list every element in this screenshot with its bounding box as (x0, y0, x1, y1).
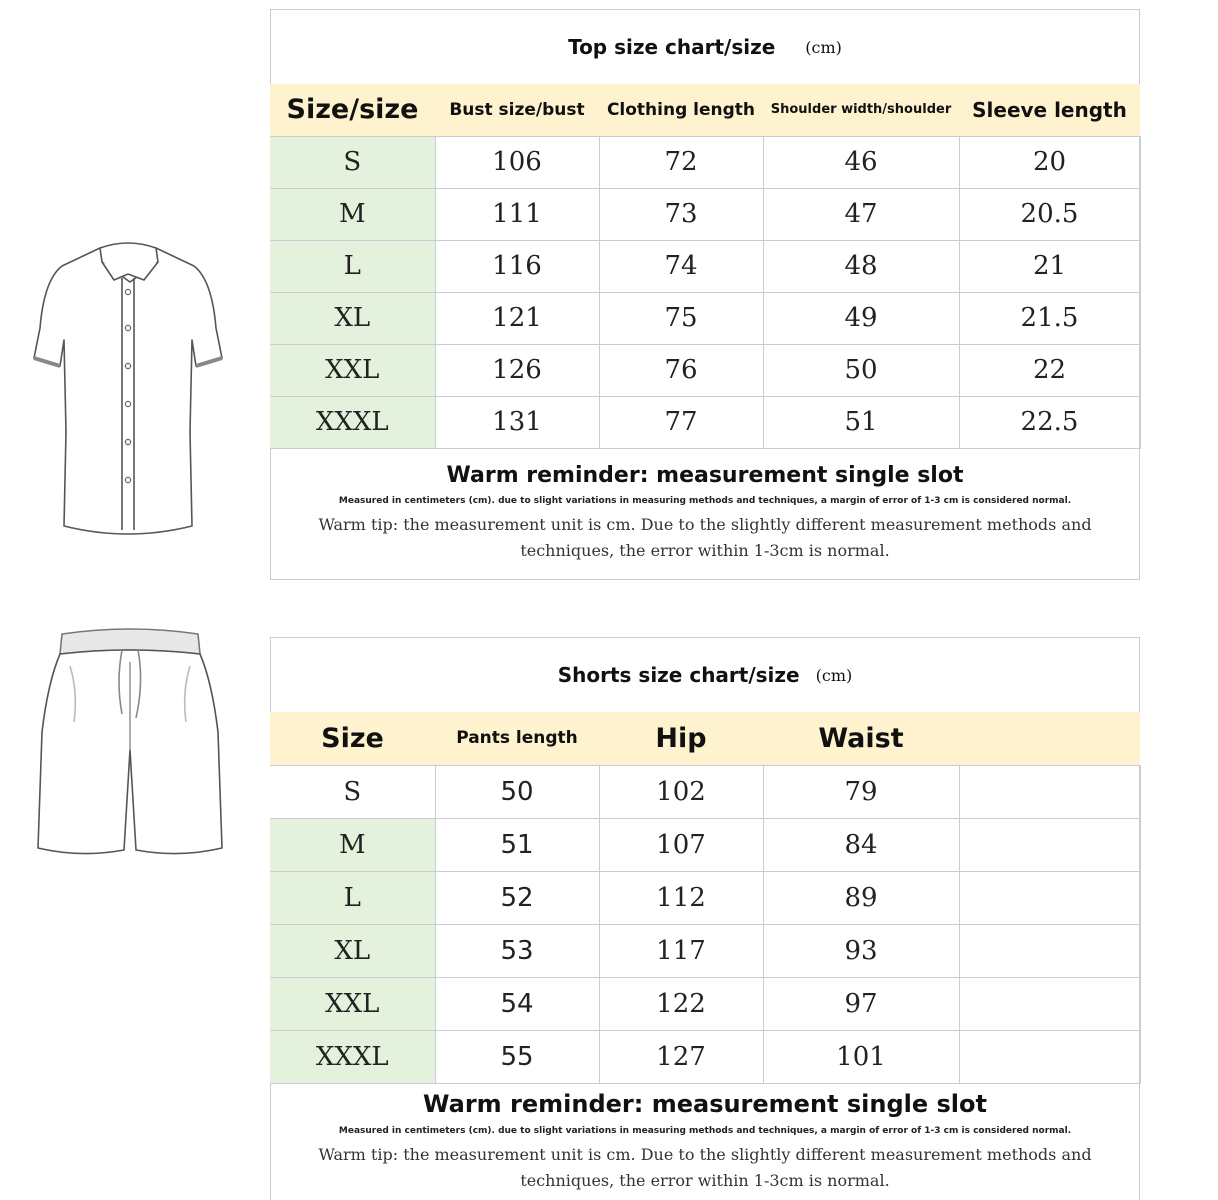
top-chart-title-row (271, 10, 1139, 84)
table-cell: 121 (435, 292, 599, 344)
table-header-row (270, 712, 1140, 765)
table-row (270, 136, 1140, 188)
table-cell: 112 (599, 871, 763, 924)
measurement-fine-print: Measured in centimeters (cm). due to slight variations in measuring methods and techniques, a margin of error of 1-3 cm is considered normal. (338, 1125, 1072, 1136)
table-cell: 97 (763, 977, 959, 1030)
table-row (270, 1030, 1140, 1083)
table-cell: 74 (599, 240, 763, 292)
table-cell: 20 (959, 136, 1140, 188)
column-header-pants-length: Pants length (435, 712, 599, 765)
table-cell (959, 924, 1140, 977)
table-cell: 73 (599, 188, 763, 240)
table-cell: 22 (959, 344, 1140, 396)
shorts-size-chart (270, 637, 1140, 1200)
column-header-empty (959, 712, 1140, 765)
size-cell: XL (270, 292, 435, 344)
table-cell: 89 (763, 871, 959, 924)
table-cell: 102 (599, 765, 763, 818)
warm-reminder-heading: Warm reminder: measurement single slot (446, 462, 964, 488)
top-chart-note (271, 449, 1139, 564)
table-cell: 122 (599, 977, 763, 1030)
table-cell: 107 (599, 818, 763, 871)
table-row (270, 818, 1140, 871)
measurement-fine-print: Measured in centimeters (cm). due to slight variations in measuring methods and techniques, a margin of error of 1-3 cm is considered normal. (338, 495, 1072, 506)
top-chart-title: Top size chart/size (568, 35, 776, 59)
table-header-row (270, 84, 1140, 136)
top-size-table (270, 84, 1141, 449)
table-cell: 77 (599, 396, 763, 448)
column-header-size: Size/size (270, 84, 435, 136)
table-cell: 51 (435, 818, 599, 871)
top-chart-unit: (cm) (805, 37, 842, 57)
table-cell: 76 (599, 344, 763, 396)
warm-tip-text: Warm tip: the measurement unit is cm. Due to the slightly different measurement methods and techniques, the error within 1-3cm is normal. (318, 1144, 1092, 1190)
table-cell (959, 977, 1140, 1030)
table-cell: 53 (435, 924, 599, 977)
column-header-size: Size (270, 712, 435, 765)
size-cell: S (270, 765, 435, 818)
size-cell: S (270, 136, 435, 188)
shorts-size-table (270, 712, 1141, 1084)
size-cell: XXL (270, 344, 435, 396)
table-row (270, 396, 1140, 448)
size-cell: XXXL (270, 1030, 435, 1083)
table-cell: 20.5 (959, 188, 1140, 240)
table-cell: 79 (763, 765, 959, 818)
table-cell: 101 (763, 1030, 959, 1083)
table-row (270, 292, 1140, 344)
table-cell: 54 (435, 977, 599, 1030)
table-row (270, 977, 1140, 1030)
table-cell: 93 (763, 924, 959, 977)
table-cell: 50 (435, 765, 599, 818)
table-cell (959, 1030, 1140, 1083)
table-row (270, 240, 1140, 292)
table-cell: 51 (763, 396, 959, 448)
top-size-chart (270, 9, 1140, 580)
table-row (270, 765, 1140, 818)
table-cell: 47 (763, 188, 959, 240)
column-header-bust: Bust size/bust (435, 84, 599, 136)
size-cell: XL (270, 924, 435, 977)
size-cell: M (270, 188, 435, 240)
table-cell (959, 871, 1140, 924)
table-cell: 116 (435, 240, 599, 292)
table-cell: 55 (435, 1030, 599, 1083)
drawstring-shorts-icon (30, 622, 230, 862)
warm-reminder-heading: Warm reminder: measurement single slot (423, 1089, 987, 1118)
shorts-chart-title-row (271, 638, 1139, 712)
shorts-chart-unit: (cm) (815, 665, 853, 685)
column-header-waist: Waist (763, 712, 959, 765)
size-cell: L (270, 240, 435, 292)
table-row (270, 871, 1140, 924)
table-cell: 84 (763, 818, 959, 871)
table-row (270, 344, 1140, 396)
table-cell: 106 (435, 136, 599, 188)
size-cell: L (270, 871, 435, 924)
warm-tip-text: Warm tip: the measurement unit is cm. Due to the slightly different measurement methods and techniques, the error within 1-3cm is normal. (318, 514, 1092, 560)
table-cell: 50 (763, 344, 959, 396)
shorts-chart-title: Shorts size chart/size (557, 663, 800, 687)
table-cell: 22.5 (959, 396, 1140, 448)
table-row (270, 188, 1140, 240)
table-cell (959, 765, 1140, 818)
column-header-shoulder-width: Shoulder width/shoulder (763, 84, 959, 136)
column-header-clothing-length: Clothing length (599, 84, 763, 136)
short-sleeve-shirt-icon (12, 232, 244, 544)
size-cell: XXXL (270, 396, 435, 448)
table-cell (959, 818, 1140, 871)
table-cell: 52 (435, 871, 599, 924)
table-cell: 21 (959, 240, 1140, 292)
table-cell: 111 (435, 188, 599, 240)
table-cell: 49 (763, 292, 959, 344)
column-header-sleeve-length: Sleeve length (959, 84, 1140, 136)
table-cell: 21.5 (959, 292, 1140, 344)
table-cell: 131 (435, 396, 599, 448)
table-row (270, 924, 1140, 977)
table-cell: 75 (599, 292, 763, 344)
table-cell: 48 (763, 240, 959, 292)
table-cell: 117 (599, 924, 763, 977)
table-cell: 72 (599, 136, 763, 188)
table-cell: 46 (763, 136, 959, 188)
size-cell: XXL (270, 977, 435, 1030)
shorts-chart-note (271, 1084, 1139, 1194)
table-cell: 126 (435, 344, 599, 396)
size-cell: M (270, 818, 435, 871)
table-cell: 127 (599, 1030, 763, 1083)
column-header-hip: Hip (599, 712, 763, 765)
